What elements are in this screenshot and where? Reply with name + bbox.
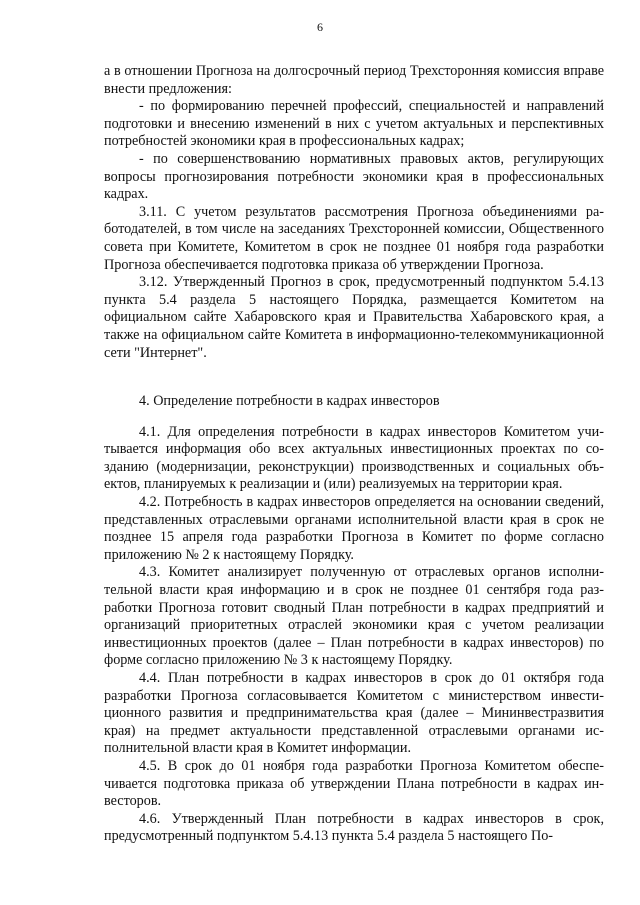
paragraph-3-11: 3.11. С учетом результатов рассмотрения Прогноза объединениями работодателей, в том числе на заседаниях Трехсторонней комиссии, Общественного совета при Комитете, Комитетом в срок не позднее 01 ноября года разработки Прогноза обеспечивается подготовка приказа об утверждении Прогноза. <box>104 203 604 273</box>
section-heading: 4. Определение потребности в кадрах инвесторов <box>139 393 440 410</box>
paragraph-4-1: 4.1. Для определения потребности в кадрах инвесторов Комитетом учитывается информация обо всех актуальных инвестиционных проектах по созданию (модернизации, реконструкции) производственных и социальных объектов, планируемых к реализации и (или) реализуемых на территории края. <box>104 423 604 493</box>
paragraph-4-3: 4.3. Комитет анализирует полученную от отраслевых органов исполнительной власти края информацию и в срок не позднее 01 сентября года разработки Прогноза готовит сводный План потребности в кадрах предприятий и организаций приоритетных отраслей экономики края с учетом реализации инвестиционных проектов (далее – План потребности в кадрах инвесторов) по форме согласно приложению № 3 к настоящему Порядку. <box>104 564 604 669</box>
paragraph-4-5: 4.5. В срок до 01 ноября года разработки Прогноза Комитетом обеспечивается подготовка приказа об утверждении Плана потребности в кадрах инвесторов. <box>104 757 604 810</box>
paragraph-continuation: а в отношении Прогноза на долгосрочный период Трехсторонняя комиссия вправе внести предложения: <box>104 63 604 97</box>
paragraph-3-12: 3.12. Утвержденный Прогноз в срок, предусмотренный подпунктом 5.4.13 пункта 5.4 раздела 5 настоящего Порядка, размещается Комитетом на официальном сайте Хабаровского края и Правительства Хабаровского края, а также на официальном сайте Комитета в информационно-телекоммуникационной сети "Интернет". <box>104 274 604 361</box>
paragraph-4-6: 4.6. Утвержденный План потребности в кадрах инвесторов в срок, предусмотренный подпунктом 5.4.13 пункта 5.4 раздела 5 настоящего По- <box>104 810 604 845</box>
page-number: 6 <box>317 20 323 34</box>
paragraph-list-item: - по формированию перечней профессий, специальностей и направлений подготовки и внесению изменений в них с учетом актуальных и перспективных потребностей экономики края в профессиональных кадрах; <box>104 98 604 150</box>
paragraph-list-item: - по совершенствованию нормативных правовых актов, регулирующих вопросы прогнозирования потребности экономики края в профессиональных кадрах. <box>104 150 604 203</box>
document-body <box>104 63 604 846</box>
paragraph-4-4: 4.4. План потребности в кадрах инвесторов в срок до 01 октября года разработки Прогноза согласовывается Комитетом с министерством инвестиционного развития и предпринимательства края (далее – Мининвестразвития края) на предмет актуальности представленной отраслевыми органами исполнительной власти края в Комитет информации. <box>104 670 604 757</box>
paragraph-4-2: 4.2. Потребность в кадрах инвесторов определяется на основании сведений, представленных отраслевыми органами исполнительной власти края в срок не позднее 15 апреля года разработки Прогноза в Комитет по форме согласно приложению № 2 к настоящему Порядку. <box>104 494 604 563</box>
